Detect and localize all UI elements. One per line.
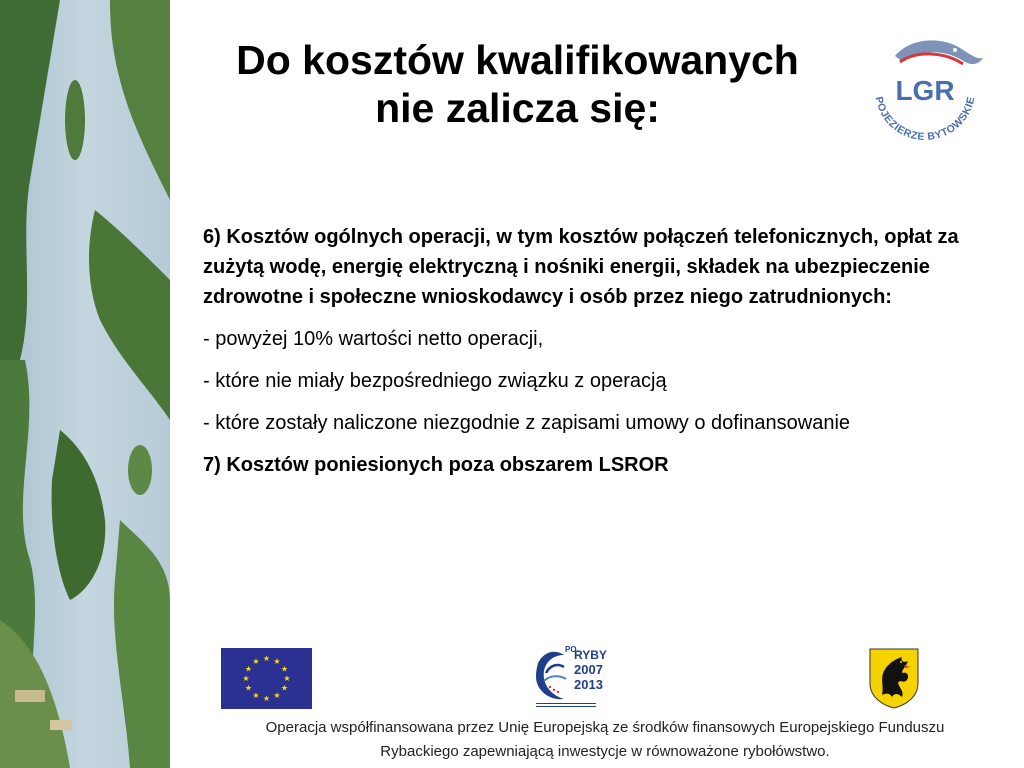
svg-text:★: ★ [244,683,253,693]
po-ryby-logo [532,643,612,711]
lgr-logo-graphic [855,28,995,158]
wave-fish-icon [536,652,566,699]
year-start-text: 2007 [574,662,603,677]
landscape-photo-strip [0,0,170,768]
item-6-heading: 6) Kosztów ogólnych operacji, w tym kosztów połączeń telefonicznych, opłat za zużytą wodę, energię elektryczną i nośniki energii, składek na ubezpieczenie zdrowotne i społeczne wnioskodawcy i osób przez niego zatrudnionych: [203,226,959,308]
bullet-item: - powyżej 10% wartości netto operacji, [203,328,544,350]
year-end-text: 2013 [574,677,603,692]
svg-text:★: ★ [242,674,250,683]
svg-text:★: ★ [252,657,260,666]
bullet-item: - które zostały naliczone niezgodnie z zapisami umowy o dofinansowanie [203,412,851,434]
slide-title-line-1: Do kosztów kwalifikowanych [236,37,799,83]
svg-text:★: ★ [273,691,281,700]
footer-line-2: Rybackiego zapewniającą inwestycje w równoważone rybołówstwo. [380,743,830,760]
item-7-heading: 7) Kosztów poniesionych poza obszarem LSROR [203,454,669,476]
slide-title-line-2: nie zalicza się: [375,85,660,131]
lgr-ring-text: POJEZIERZE BYTOWSKIE [872,95,978,144]
svg-text:★: ★ [280,664,289,674]
svg-text:★: ★ [280,683,289,693]
po-text: PO [565,645,577,654]
bullet-item: - które nie miały bezpośredniego związku z operacją [203,370,667,392]
lgr-text: LGR [895,75,955,106]
svg-text:★: ★ [252,691,260,700]
griffin-crest-icon [868,647,920,709]
eu-flag-icon [221,648,312,709]
lgr-logo [855,28,995,158]
svg-text:★: ★ [273,657,281,666]
footer-line-1: Operacja współfinansowana przez Unię Europejską ze środków finansowych Europejskiego Funduszu [265,719,945,736]
fish-icon [895,40,983,64]
svg-text:★: ★ [262,694,271,703]
ryby-text: RYBY [574,648,607,662]
slide-title [185,36,850,132]
slide-content [203,222,998,492]
svg-text:★: ★ [283,674,291,683]
lake-landscape-image [0,0,170,768]
svg-text:★: ★ [244,664,253,674]
funding-footer [190,716,1020,764]
svg-text:★: ★ [262,654,271,663]
